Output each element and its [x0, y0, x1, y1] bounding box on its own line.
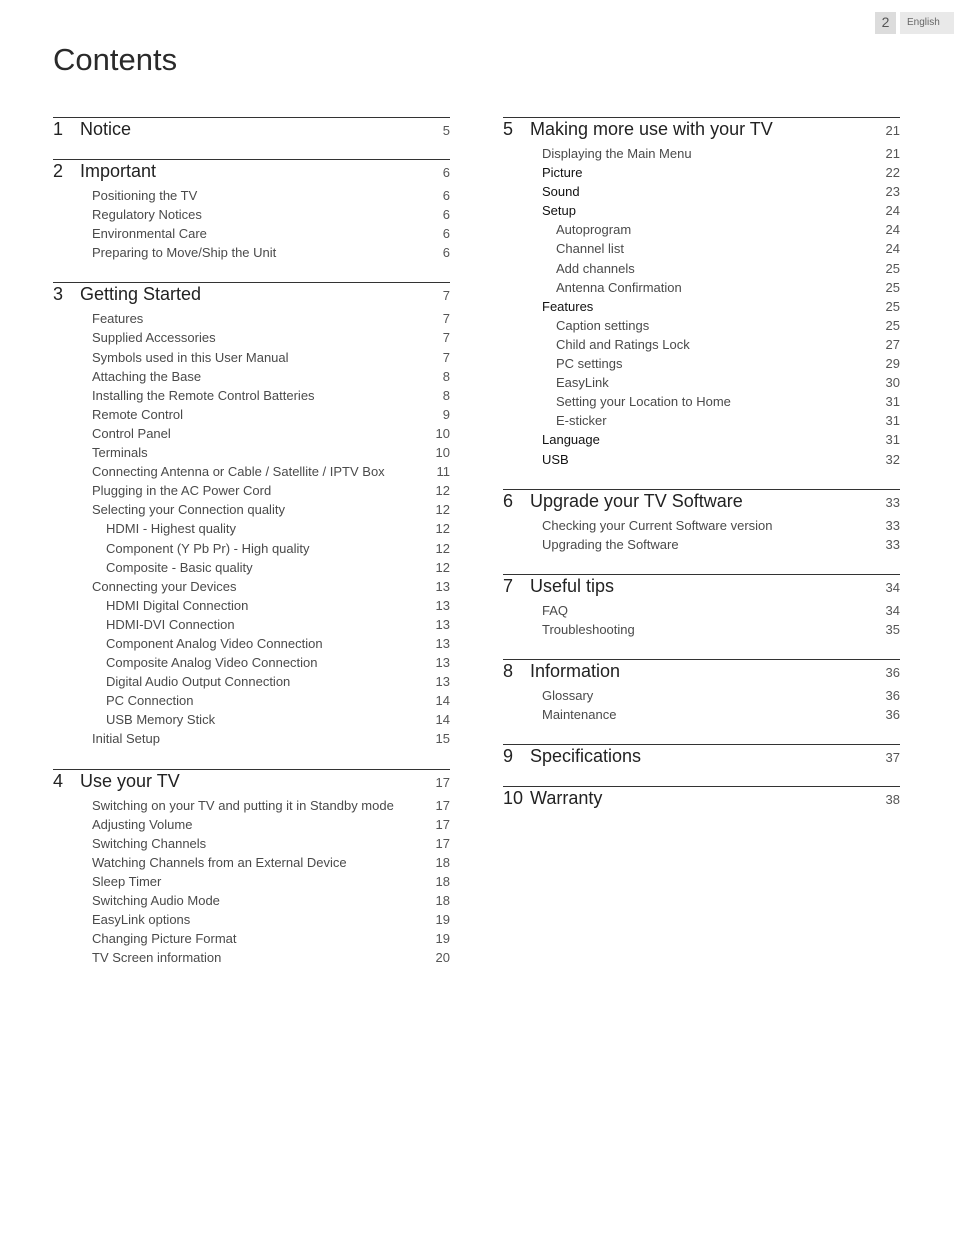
toc-entry-page: 25	[885, 260, 900, 276]
toc-entry[interactable]	[503, 318, 900, 337]
toc-entry[interactable]	[53, 369, 450, 388]
toc-entry-page: 10	[435, 425, 450, 441]
toc-entry-page: 25	[885, 317, 900, 333]
toc-entry-label: Positioning the TV	[92, 188, 198, 203]
section-title: Important	[80, 161, 157, 181]
toc-entry[interactable]	[503, 146, 900, 165]
toc-entry-list	[53, 798, 450, 970]
toc-section-heading[interactable]	[503, 788, 900, 812]
toc-entry-label: Remote Control	[92, 406, 184, 422]
toc-entry-page: 36	[885, 687, 900, 703]
toc-entry-label: HDMI-DVI Connection	[106, 616, 235, 632]
toc-entry[interactable]	[503, 432, 900, 451]
toc-entry-page: 6	[442, 226, 450, 242]
toc-entry-label: Features	[542, 298, 594, 314]
toc-entry-label: Component Analog Video Connection	[106, 635, 323, 651]
toc-entry-page: 7	[442, 311, 450, 327]
toc-entry-label: HDMI - Highest quality	[106, 521, 237, 537]
toc-entry-page: 17	[435, 835, 450, 851]
toc-entry-page: 12	[435, 540, 450, 556]
toc-entry-label: Environmental Care	[92, 226, 207, 242]
section-number: 7	[503, 575, 514, 596]
toc-entry-page: 24	[885, 241, 900, 257]
section-page: 34	[885, 579, 900, 595]
toc-section-heading[interactable]	[53, 771, 450, 795]
toc-entry-page: 27	[885, 336, 900, 352]
toc-entry[interactable]	[503, 203, 900, 222]
toc-entry[interactable]	[503, 537, 900, 556]
toc-entry[interactable]	[53, 693, 450, 712]
toc-entry[interactable]	[53, 226, 450, 245]
toc-entry-page: 23	[885, 184, 900, 200]
toc-entry-label: Sound	[542, 184, 580, 200]
toc-section-heading[interactable]	[503, 491, 900, 515]
toc-entry-label: USB	[542, 451, 569, 467]
toc-entry-page: 13	[435, 635, 450, 651]
toc-entry[interactable]	[53, 464, 450, 483]
toc-entry-label: Changing Picture Format	[92, 931, 237, 947]
toc-entry[interactable]	[503, 394, 900, 413]
toc-entry[interactable]	[503, 356, 900, 375]
toc-entry-page: 22	[885, 165, 900, 181]
toc-entry[interactable]	[53, 388, 450, 407]
toc-entry-page: 35	[885, 621, 900, 637]
section-page: 7	[442, 288, 450, 304]
toc-entry[interactable]	[53, 817, 450, 836]
toc-entry-label: Setting your Location to Home	[556, 394, 731, 410]
toc-section-heading[interactable]	[503, 119, 900, 143]
toc-entry-label: Checking your Current Software version	[542, 517, 773, 533]
toc-entry[interactable]	[503, 299, 900, 318]
section-number: 2	[53, 161, 64, 181]
toc-section-heading[interactable]	[53, 284, 450, 308]
toc-entry-label: Composite - Basic quality	[106, 559, 253, 575]
toc-entry[interactable]	[503, 241, 900, 260]
toc-entry-label: Troubleshooting	[542, 621, 635, 637]
toc-section-heading[interactable]	[53, 161, 450, 185]
toc-entry[interactable]	[53, 188, 450, 207]
toc-entry-page: 12	[435, 502, 450, 518]
toc-entry-label: Initial Setup	[92, 731, 160, 747]
toc-entry-label: FAQ	[542, 602, 569, 618]
section-number: 9	[503, 746, 514, 767]
section-title: Warranty	[530, 788, 603, 809]
language-label: English	[900, 12, 954, 34]
section-number: 10	[503, 788, 524, 809]
toc-entry-label: Connecting your Devices	[92, 578, 237, 594]
toc-entry-label: Features	[92, 311, 144, 327]
toc-entry[interactable]	[53, 502, 450, 521]
section-number: 3	[53, 284, 64, 305]
toc-entry-page: 13	[435, 655, 450, 671]
toc-entry-page: 9	[442, 406, 450, 422]
toc-entry-page: 33	[885, 536, 900, 552]
toc-entry-label: Maintenance	[542, 707, 617, 723]
toc-entry[interactable]	[503, 518, 900, 537]
toc-entry-label: EasyLink	[556, 375, 609, 391]
toc-entry-page: 14	[435, 712, 450, 728]
toc-entry-label: Symbols used in this User Manual	[92, 349, 289, 365]
toc-entry-page: 19	[435, 912, 450, 928]
toc-entry-page: 31	[885, 413, 900, 429]
toc-entry[interactable]	[503, 413, 900, 432]
toc-entry-label: E-sticker	[556, 413, 607, 429]
toc-section-heading[interactable]	[53, 119, 450, 143]
toc-entry[interactable]	[53, 674, 450, 693]
toc-entry-page: 29	[885, 356, 900, 372]
toc-section-heading[interactable]	[503, 746, 900, 770]
toc-entry[interactable]	[53, 445, 450, 464]
section-page: 21	[885, 123, 900, 138]
toc-entry-page: 13	[435, 674, 450, 690]
toc-entry-list	[503, 518, 900, 556]
toc-section-8	[503, 659, 900, 726]
toc-entry-page: 8	[442, 368, 450, 384]
toc-entry[interactable]	[53, 407, 450, 426]
toc-entry-list	[503, 603, 900, 641]
toc-entry[interactable]	[53, 483, 450, 502]
toc-entry-label: Terminals	[92, 445, 148, 461]
toc-section-4	[53, 769, 450, 970]
toc-entry-label: HDMI Digital Connection	[106, 597, 249, 613]
toc-entry-label: Caption settings	[556, 317, 650, 333]
toc-entry[interactable]	[53, 950, 450, 969]
toc-right-column	[503, 117, 900, 828]
toc-entry-label: Component (Y Pb Pr) - High quality	[106, 540, 310, 556]
toc-entry-label: Channel list	[556, 241, 624, 257]
toc-entry-page: 33	[885, 517, 900, 533]
toc-section-3	[53, 282, 450, 750]
toc-entry-label: Displaying the Main Menu	[542, 146, 692, 161]
section-title: Getting Started	[80, 284, 202, 305]
toc-entry-label: Composite Analog Video Connection	[106, 655, 318, 671]
toc-entry[interactable]	[503, 603, 900, 622]
toc-entry-page: 14	[435, 693, 450, 709]
toc-entry[interactable]	[53, 579, 450, 598]
toc-entry[interactable]	[53, 245, 450, 264]
toc-entry-label: Switching Audio Mode	[92, 893, 220, 908]
toc-entry[interactable]	[53, 541, 450, 560]
section-number: 8	[503, 660, 514, 681]
toc-entry-label: USB Memory Stick	[106, 712, 216, 728]
toc-entry-label: PC Connection	[106, 693, 194, 709]
toc-entry[interactable]	[53, 207, 450, 226]
toc-entry[interactable]	[53, 636, 450, 655]
toc-entry[interactable]	[53, 798, 450, 817]
toc-entry-label: Add channels	[556, 260, 635, 276]
toc-section-9	[503, 744, 900, 770]
toc-entry[interactable]	[503, 452, 900, 471]
toc-entry-list	[53, 188, 450, 264]
toc-entry-page: 11	[436, 464, 450, 480]
toc-entry-list	[53, 311, 450, 750]
toc-entry-label: Switching on your TV and putting it in Standby mode	[92, 797, 394, 813]
toc-entry-page: 36	[885, 707, 900, 723]
toc-entry-page: 6	[442, 188, 450, 203]
toc-entry[interactable]	[53, 931, 450, 950]
toc-entry-page: 25	[885, 279, 900, 295]
toc-entry-page: 19	[435, 931, 450, 947]
toc-section-5	[503, 117, 900, 471]
toc-entry-page: 21	[885, 146, 900, 161]
toc-entry-page: 25	[885, 298, 900, 314]
section-page: 33	[885, 494, 900, 510]
toc-entry[interactable]	[503, 688, 900, 707]
toc-entry-label: Autoprogram	[556, 222, 632, 238]
toc-entry-label: Setup	[542, 203, 576, 219]
toc-entry-page: 32	[885, 451, 900, 467]
page-title: Contents	[53, 42, 178, 77]
toc-entry[interactable]	[53, 617, 450, 636]
section-page: 37	[885, 750, 900, 766]
toc-entry-label: EasyLink options	[92, 912, 191, 928]
section-title: Upgrade your TV Software	[530, 490, 743, 511]
toc-entry-page: 31	[885, 432, 900, 448]
toc-entry-label: Watching Channels from an External Device	[92, 854, 347, 870]
toc-entry-page: 13	[435, 616, 450, 632]
toc-entry-label: Regulatory Notices	[92, 207, 202, 223]
toc-entry-page: 34	[885, 602, 900, 618]
toc-entry-label: Digital Audio Output Connection	[106, 674, 291, 690]
toc-entry[interactable]	[53, 426, 450, 445]
section-title: Specifications	[530, 746, 642, 767]
toc-entry[interactable]	[53, 330, 450, 349]
toc-entry-page: 24	[885, 222, 900, 238]
section-page: 5	[442, 123, 450, 138]
toc-section-10	[503, 786, 900, 812]
toc-entry-page: 18	[435, 873, 450, 889]
toc-entry-label: TV Screen information	[92, 950, 222, 966]
toc-entry-label: Preparing to Move/Ship the Unit	[92, 245, 277, 261]
toc-entry-label: Language	[542, 432, 600, 448]
toc-entry-page: 20	[435, 950, 450, 966]
toc-entry-page: 12	[435, 521, 450, 537]
toc-entry[interactable]	[53, 836, 450, 855]
section-number: 1	[53, 119, 64, 139]
toc-entry-page: 17	[435, 797, 450, 813]
toc-entry-label: Attaching the Base	[92, 368, 202, 384]
toc-entry-page: 13	[435, 578, 450, 594]
toc-section-heading[interactable]	[503, 576, 900, 600]
toc-entry-page: 7	[442, 349, 450, 365]
toc-entry-page: 13	[435, 597, 450, 613]
section-title: Information	[530, 660, 621, 681]
toc-entry[interactable]	[53, 893, 450, 912]
toc-entry-page: 6	[442, 245, 450, 261]
toc-entry[interactable]	[53, 855, 450, 874]
toc-entry[interactable]	[53, 350, 450, 369]
toc-entry-page: 15	[435, 731, 450, 747]
toc-left-column	[53, 117, 450, 987]
toc-entry[interactable]	[53, 655, 450, 674]
toc-entry[interactable]	[53, 311, 450, 330]
toc-entry-label: Installing the Remote Control Batteries	[92, 387, 315, 403]
toc-entry-page: 7	[442, 330, 450, 346]
toc-entry-page: 18	[435, 854, 450, 870]
toc-entry-page: 6	[442, 207, 450, 223]
toc-entry-label: Adjusting Volume	[92, 816, 193, 832]
toc-entry[interactable]	[503, 222, 900, 241]
toc-section-7	[503, 574, 900, 641]
toc-section-2	[53, 159, 450, 264]
toc-entry-label: Switching Channels	[92, 835, 207, 851]
toc-entry-page: 12	[435, 483, 450, 499]
toc-entry-list	[503, 688, 900, 726]
toc-entry-page: 17	[435, 816, 450, 832]
toc-entry-label: Plugging in the AC Power Cord	[92, 483, 272, 499]
toc-entry[interactable]	[53, 712, 450, 731]
section-title: Use your TV	[80, 770, 180, 791]
toc-entry-label: Glossary	[542, 687, 594, 703]
toc-entry-page: 31	[885, 394, 900, 410]
toc-entry[interactable]	[53, 874, 450, 893]
toc-entry[interactable]	[53, 912, 450, 931]
toc-entry[interactable]	[503, 280, 900, 299]
toc-entry-label: Sleep Timer	[92, 873, 162, 889]
toc-entry[interactable]	[53, 598, 450, 617]
toc-entry[interactable]	[503, 337, 900, 356]
section-page: 17	[435, 774, 450, 790]
toc-entry-label: Upgrading the Software	[542, 536, 679, 552]
toc-entry-page: 10	[435, 445, 450, 461]
section-page: 6	[442, 165, 450, 180]
toc-section-6	[503, 489, 900, 556]
page-number: 2	[875, 12, 896, 34]
section-title: Notice	[80, 119, 132, 139]
toc-entry[interactable]	[53, 560, 450, 579]
toc-entry[interactable]	[503, 622, 900, 641]
toc-entry-page: 18	[435, 893, 450, 908]
toc-entry-page: 24	[885, 203, 900, 219]
toc-entry[interactable]	[503, 375, 900, 394]
toc-entry-list	[503, 146, 900, 471]
toc-entry-label: PC settings	[556, 356, 623, 372]
toc-entry-page: 30	[885, 375, 900, 391]
toc-section-1	[53, 117, 450, 143]
toc-entry[interactable]	[503, 184, 900, 203]
toc-entry-label: Connecting Antenna or Cable / Satellite / IPTV Box	[92, 464, 385, 480]
section-number: 5	[503, 119, 514, 139]
toc-entry[interactable]	[503, 261, 900, 280]
toc-entry[interactable]	[53, 731, 450, 750]
section-title: Making more use with your TV	[530, 119, 773, 139]
toc-entry-label: Selecting your Connection quality	[92, 502, 285, 518]
section-page: 38	[885, 792, 900, 808]
toc-entry-label: Child and Ratings Lock	[556, 336, 690, 352]
section-title: Useful tips	[530, 575, 615, 596]
toc-entry-page: 8	[442, 387, 450, 403]
section-page: 36	[885, 664, 900, 680]
toc-entry[interactable]	[503, 165, 900, 184]
toc-section-heading[interactable]	[503, 661, 900, 685]
toc-entry-page: 12	[435, 559, 450, 575]
toc-entry-label: Supplied Accessories	[92, 330, 216, 346]
toc-entry-label: Control Panel	[92, 425, 171, 441]
toc-entry[interactable]	[503, 707, 900, 726]
toc-entry[interactable]	[53, 521, 450, 540]
section-number: 6	[503, 490, 514, 511]
toc-entry-label: Picture	[542, 165, 583, 181]
toc-entry-label: Antenna Confirmation	[556, 279, 682, 295]
section-number: 4	[53, 770, 64, 791]
